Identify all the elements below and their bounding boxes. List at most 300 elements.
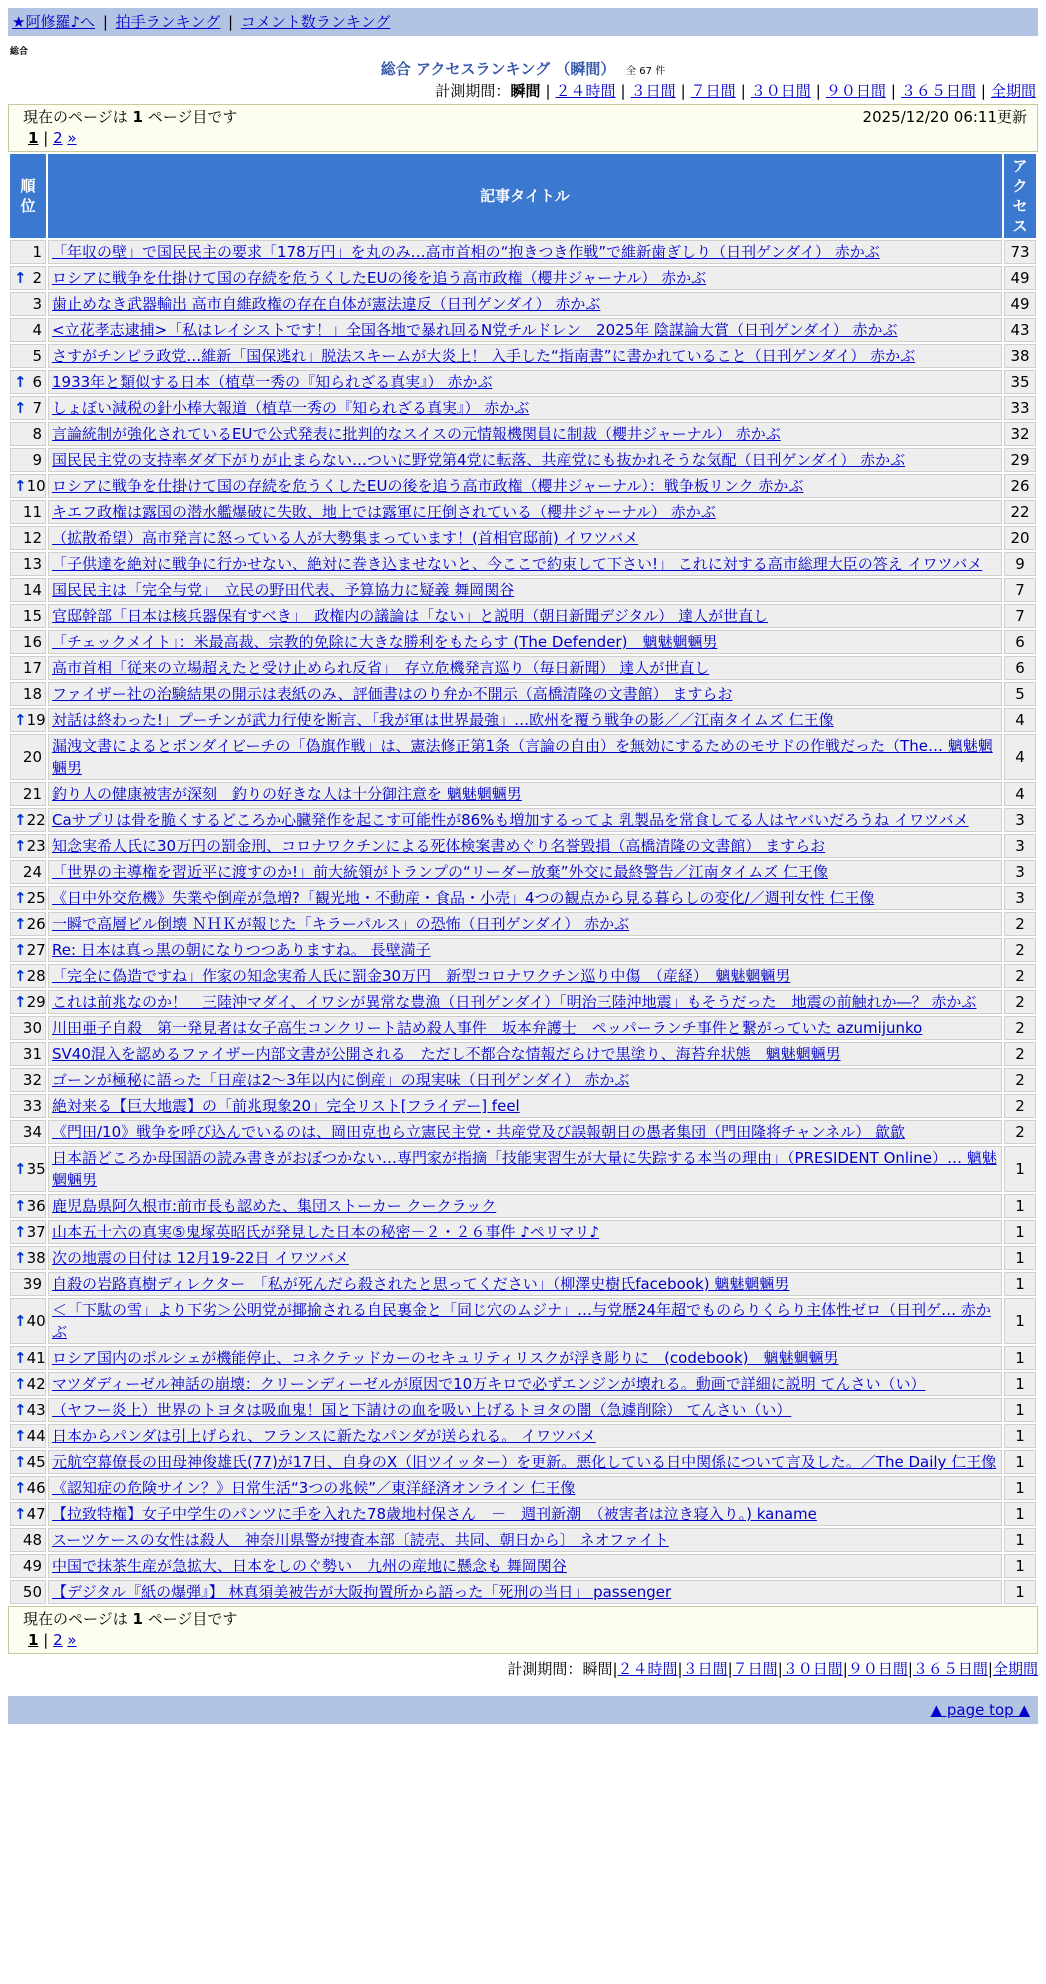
up-arrow-icon: ↑ [14,1349,27,1367]
rank-cell [10,500,46,524]
rank-number: 3 [32,295,42,313]
rank-number: 45 [26,1453,46,1471]
title-cell [48,474,1002,498]
up-arrow-icon: ↑ [14,1375,27,1393]
up-arrow-icon: ↑ [14,1453,27,1471]
rank-cell [10,1372,46,1396]
title-cell [48,552,1002,576]
up-arrow-icon: ↑ [14,811,27,829]
up-arrow-icon: ↑ [14,1197,27,1215]
table-row [10,1554,1036,1578]
rank-number: 37 [26,1223,46,1241]
rank-cell [10,240,46,264]
article-link[interactable]: 官邸幹部「日本は核兵器保有すべき」 政権内の議論は「ない」と説明（朝日新聞デジタル） 達人が世直し [52,607,769,625]
table-row [10,1346,1036,1370]
period-separator: | [980,82,986,100]
title-cell [48,630,1002,654]
up-arrow-icon: ↑ [14,399,27,417]
article-link[interactable]: ＜「下駄の雪」より下劣＞公明党が揶揄される自民裏金と「同じ穴のムジナ」…与党歴24年超でものらりくらり主体性ゼロ（日刊ゲ… 赤かぶ [52,1301,991,1341]
period-option[interactable]: ９０日間 [847,1660,908,1678]
article-link[interactable]: 言論統制が強化されているEUで公式発表に批判的なスイスの元情報機関員に制裁（櫻井ジャーナル） 赤かぶ [52,425,781,443]
up-arrow-icon: ↑ [14,915,27,933]
access-count: 3 [1004,808,1036,832]
title-cell [48,682,1002,706]
updated-timestamp: 2025/12/20 06:11更新 [862,108,1027,126]
article-link[interactable]: ロシアに戦争を仕掛けて国の存続を危うくしたEUの後を追う高市政権（櫻井ジャーナル）：戦争板リンク 赤かぶ [52,477,804,495]
table-row [10,1068,1036,1092]
table-row [10,1424,1036,1448]
rank-number: 46 [26,1479,46,1497]
page-info-panel-bottom [8,1606,1038,1654]
access-count: 4 [1004,782,1036,806]
period-separator: | [677,1660,683,1678]
title-cell [48,1042,1002,1066]
rank-number: 8 [32,425,42,443]
home-link[interactable]: ★阿修羅♪へ [12,13,96,31]
period-option[interactable]: ２４時間 [617,1660,678,1678]
period-option[interactable]: ２４時間 [555,82,616,100]
table-row [10,1372,1036,1396]
article-link[interactable]: ロシアに戦争を仕掛けて国の存続を危うくしたEUの後を追う高市政権（櫻井ジャーナル） 赤かぶ [52,269,707,287]
table-row [10,292,1036,316]
period-separator: | [815,82,821,100]
title-cell [48,1554,1002,1578]
table-row [10,990,1036,1014]
access-count: 38 [1004,344,1036,368]
table-row [10,422,1036,446]
period-separator: | [740,82,746,100]
title-cell [48,1220,1002,1244]
top-nav-bar [8,8,1038,36]
title-cell [48,886,1002,910]
rank-cell [10,1120,46,1144]
rank-number: 17 [22,659,42,677]
current-page-text: 現在のページは 1 ページ目です [23,1610,238,1628]
rank-number: 33 [22,1097,42,1115]
page-info-panel-top [8,104,1038,152]
table-row [10,500,1036,524]
access-count: 49 [1004,266,1036,290]
title-cell [48,708,1002,732]
rank-cell [10,1094,46,1118]
period-option[interactable]: ３０日間 [750,82,811,100]
article-link[interactable]: 一瞬で高層ビル倒壊 ＮＨＫが報じた「キラーパルス」の恐怖（日刊ゲンダイ） 赤かぶ [52,915,630,933]
access-count: 2 [1004,990,1036,1014]
page-title-row [8,58,1038,80]
access-count: 1 [1004,1220,1036,1244]
article-link[interactable]: 《認知症の危険サイン？》日常生活“3つの兆候”／東洋経済オンライン 仁王像 [52,1479,576,1497]
article-link[interactable]: さすがチンピラ政党…維新「国保逃れ」脱法スキームが大炎上！ 入手した“指南書”に書かれていること（日刊ゲンダイ） 赤かぶ [52,347,916,365]
rank-number: 13 [22,555,42,573]
up-arrow-icon: ↑ [14,373,27,391]
period-separator: | [727,1660,733,1678]
rank-number: 25 [26,889,46,907]
table-row [10,1120,1036,1144]
rank-number: 44 [26,1427,46,1445]
clap-ranking-link[interactable]: 拍手ランキング [115,13,221,31]
pager-page-2[interactable]: 2 [53,129,63,147]
rank-number: 39 [22,1275,42,1293]
access-count: 2 [1004,1042,1036,1066]
pager-page-1: 1 [28,129,39,147]
up-arrow-icon: ↑ [14,1505,27,1523]
table-row [10,1272,1036,1296]
rank-number: 2 [32,269,42,287]
table-row [10,396,1036,420]
rank-cell [10,886,46,910]
article-link[interactable]: 中国で抹茶生産が急拡大、日本をしのぐ勢い 九州の産地に懸念も 舞岡関谷 [52,1557,567,1575]
title-cell [48,834,1002,858]
article-link[interactable]: キエフ政権は露国の潜水艦爆破に失敗、地上では露軍に圧倒されている（櫻井ジャーナル） 赤かぶ [52,503,716,521]
access-count: 1 [1004,1372,1036,1396]
title-cell [48,1120,1002,1144]
title-cell [48,344,1002,368]
title-cell [48,964,1002,988]
access-count: 35 [1004,370,1036,394]
title-cell [48,500,1002,524]
rank-number: 4 [32,321,42,339]
access-count: 33 [1004,396,1036,420]
access-count: 1 [1004,1146,1036,1192]
table-row [10,782,1036,806]
rank-number: 27 [26,941,46,959]
access-count: 4 [1004,708,1036,732]
article-link[interactable]: 元航空幕僚長の田母神俊雄氏(77)が17日、自身のX（旧ツイッター）を更新。悪化している日中関係について言及した。／The Daily 仁王像 [52,1453,997,1471]
table-row [10,808,1036,832]
article-link[interactable]: 「子供達を絶対に戦争に行かせない、絶対に巻き込ませないと、今ここで約束して下さい!」 これに対する高市総理大臣の答え イワツバメ [52,555,983,573]
rank-number: 34 [22,1123,42,1141]
access-count: 6 [1004,656,1036,680]
rank-cell [10,964,46,988]
title-cell [48,1398,1002,1422]
pager-next[interactable]: » [67,129,77,147]
rank-cell [10,630,46,654]
rank-cell [10,370,46,394]
title-cell [48,1094,1002,1118]
period-option[interactable]: ３日間 [682,1660,728,1678]
up-arrow-icon: ↑ [14,993,27,1011]
page-title: 総合 アクセスランキング （瞬間） [380,60,616,78]
table-row [10,240,1036,264]
rank-cell [10,1580,46,1604]
article-link[interactable]: スーツケースの女性は殺人 神奈川県警が捜査本部〔読売、共同、朝日から〕 ネオファイト [52,1531,669,1549]
period-option[interactable]: ９０日間 [825,82,886,100]
article-link[interactable]: 「世界の主導権を習近平に渡すのか!」前大統領がトランプの“リーダー放棄”外交に最終警告／江南タイムズ 仁王像 [52,863,829,881]
access-count: 3 [1004,886,1036,910]
rank-number: 14 [22,581,42,599]
access-count: 2 [1004,1094,1036,1118]
article-link[interactable]: 1933年と類似する日本（植草一秀の『知られざる真実』） 赤かぶ [52,373,493,391]
up-arrow-icon: ↑ [14,967,27,985]
article-link[interactable]: 日本からパンダは引上げられ、フランスに新たなパンダが送られる。 イワツバメ [52,1427,596,1445]
rank-cell [10,1554,46,1578]
rank-cell [10,604,46,628]
current-page-text: 現在のページは 1 ページ目です [23,108,238,126]
title-cell [48,1424,1002,1448]
up-arrow-icon: ↑ [14,1312,27,1330]
title-cell [48,604,1002,628]
table-row [10,266,1036,290]
rank-cell [10,1272,46,1296]
title-cell [48,656,1002,680]
access-count: 22 [1004,500,1036,524]
period-option: 瞬間 [582,1660,613,1678]
table-row [10,1146,1036,1192]
rank-number: 19 [26,711,46,729]
period-option[interactable]: ３６５日間 [912,1660,988,1678]
period-label: 計測期間： [435,82,511,100]
access-count: 2 [1004,1016,1036,1040]
up-arrow-icon: ↑ [14,837,27,855]
article-link[interactable]: 山本五十六の真実⑤鬼塚英昭氏が発見した日本の秘密－２・２６事件 ♪ペリマリ♪ [52,1223,600,1241]
title-cell [48,1246,1002,1270]
access-count: 9 [1004,552,1036,576]
pager-page-2[interactable]: 2 [53,1631,63,1649]
period-selector-bottom [8,1658,1038,1682]
rank-number: 49 [22,1557,42,1575]
period-separator: | [612,1660,618,1678]
rank-number: 48 [22,1531,42,1549]
access-count: 26 [1004,474,1036,498]
pager-page-1: 1 [28,1631,39,1649]
rank-number: 42 [26,1375,46,1393]
table-row [10,370,1036,394]
rank-number: 15 [22,607,42,625]
title-cell [48,808,1002,832]
table-row [10,834,1036,858]
up-arrow-icon: ↑ [14,269,27,287]
title-cell [48,1016,1002,1040]
period-option[interactable]: ７日間 [732,1660,778,1678]
title-cell [48,578,1002,602]
title-cell [48,860,1002,884]
title-cell [48,782,1002,806]
table-row [10,1094,1036,1118]
article-link[interactable]: 絶対来る【巨大地震】の「前兆現象20」完全リスト[フライデー] feel [52,1097,520,1115]
rank-cell [10,552,46,576]
rank-cell [10,318,46,342]
pager-separator: | [43,129,49,147]
title-cell [48,370,1002,394]
rank-cell [10,860,46,884]
title-cell [48,396,1002,420]
rank-number: 9 [32,451,42,469]
article-link[interactable]: （拡散希望）高市発言に怒っている人が大勢集まっています！(首相官邸前) イワツバメ [52,529,639,547]
access-count: 1 [1004,1554,1036,1578]
rank-cell [10,1424,46,1448]
rank-number: 35 [26,1160,46,1178]
access-count: 20 [1004,526,1036,550]
article-link[interactable]: （ヤフー炎上）世界のトヨタは吸血鬼！国と下請けの血を吸い上げるトヨタの闇（急遽削除） てんさい（い） [52,1401,792,1419]
period-separator: | [907,1660,913,1678]
article-link[interactable]: 高市首相「従来の立場超えたと受け止められ反省」 存立危機発言巡り（毎日新聞） 達人が世直し [52,659,710,677]
table-row [10,526,1036,550]
title-cell [48,318,1002,342]
article-link[interactable]: 《門田/10》戦争を呼び込んでいるのは、岡田克也ら立憲民主党・共産党及び誤報朝日の愚者集団（門田隆将チャンネル） 歙歙 [52,1123,906,1141]
access-count: 49 [1004,292,1036,316]
rank-cell [10,834,46,858]
article-link[interactable]: Re: 日本は真っ黒の朝になりつつありますね。 長壁満子 [52,941,431,959]
title-cell [48,1580,1002,1604]
up-arrow-icon: ↑ [14,1401,27,1419]
table-row [10,344,1036,368]
title-cell [48,240,1002,264]
rank-number: 47 [26,1505,46,1523]
pager [23,1630,1027,1651]
article-link[interactable]: SV40混入を認めるファイザー内部文書が公開される ただし不都合な情報だらけで黒塗り、海苔弁状態 魑魅魍魎男 [52,1045,841,1063]
access-count: 4 [1004,734,1036,780]
up-arrow-icon: ↑ [14,477,27,495]
rank-number: 1 [32,243,42,261]
article-link[interactable]: 釣り人の健康被害が深刻 釣りの好きな人は十分御注意を 魑魅魍魎男 [52,785,522,803]
rank-number: 28 [26,967,46,985]
article-link[interactable]: 自殺の岩路真樹ディレクター 「私が死んだら殺されたと思ってください」（柳澤史樹氏facebook) 魑魅魍魎男 [52,1275,790,1293]
up-arrow-icon: ↑ [14,1479,27,1497]
article-link[interactable]: ファイザー社の治験結果の開示は表紙のみ、評価書はのり弁か不開示（高橋清隆の文書館） ますらお [52,685,733,703]
access-count: 7 [1004,578,1036,602]
title-cell [48,938,1002,962]
table-row [10,734,1036,780]
period-separator: | [545,82,551,100]
rank-number: 40 [26,1312,46,1330]
rank-cell [10,1346,46,1370]
title-cell [48,422,1002,446]
article-link[interactable]: 《日中外交危機》失業や倒産が急増?「観光地・不動産・食品・小売」4つの観点から見る暮らしの変化/／週刊女性 仁王像 [52,889,875,907]
rank-number: 11 [22,503,42,521]
rank-number: 24 [22,863,42,881]
article-link[interactable]: 「年収の壁」で国民民主の要求「178万円」を丸のみ…高市首相の“抱きつき作戦”で維新歯ぎしり（日刊ゲンダイ） 赤かぶ [52,243,880,261]
period-option[interactable]: ３６５日間 [900,82,976,100]
period-option[interactable]: 全期間 [992,1660,1038,1678]
rank-cell [10,938,46,962]
article-link[interactable]: しょぼい減税の針小棒大報道（植草一秀の『知られざる真実』） 赤かぶ [52,399,530,417]
article-link[interactable]: 対話は終わった!」プーチンが武力行使を断言、「我が軍は世界最強」…欧州を覆う戦争の影／／江南タイムズ 仁王像 [52,711,834,729]
rank-number: 31 [22,1045,42,1063]
table-row [10,1016,1036,1040]
article-link[interactable]: マツダディーゼル神話の崩壊：クリーンディーゼルが原因で10万キロで必ずエンジンが壊れる。動画で詳細に説明 てんさい（い） [52,1375,926,1393]
table-row [10,656,1036,680]
rank-cell [10,682,46,706]
rank-cell [10,474,46,498]
up-arrow-icon: ↑ [14,1427,27,1445]
page-top-link[interactable]: ▲ page top ▲ [930,1701,1030,1719]
rank-number: 5 [32,347,42,365]
article-link[interactable]: これは前兆なのか！ 三陸沖マダイ、イワシが異常な豊漁（日刊ゲンダイ）「明治三陸沖地震」もそうだった 地震の前触れか―？ 赤かぶ [52,993,977,1011]
rank-cell [10,1476,46,1500]
article-link[interactable]: 鹿児島県阿久根市:前市長も認めた、集団ストーカー クークラック [52,1197,497,1215]
up-arrow-icon: ↑ [14,941,27,959]
table-row [10,938,1036,962]
article-link[interactable]: 歯止めなき武器輸出 高市自維政権の存在自体が憲法違反（日刊ゲンダイ） 赤かぶ [52,295,601,313]
article-link[interactable]: 【拉致特権】女子中学生のパンツに手を入れた78歳地村保さん － 週刊新潮 （被害者は泣き寝入り。) kaname [52,1505,817,1523]
access-count: 1 [1004,1298,1036,1344]
table-row [10,1220,1036,1244]
period-separator: | [680,82,686,100]
access-count: 6 [1004,630,1036,654]
rank-cell [10,708,46,732]
title-cell [48,1298,1002,1344]
rank-number: 36 [26,1197,46,1215]
article-link[interactable]: 知念実希人氏に30万円の罰金刑、コロナワクチンによる死体検案書めぐり名誉毀損（高橋清隆の文書館） ますらお [52,837,826,855]
rank-number: 50 [22,1583,42,1601]
article-link[interactable]: 国民民主党の支持率ダダ下がりが止まらない…ついに野党第4党に転落、共産党にも抜かれそうな気配（日刊ゲンダイ） 赤かぶ [52,451,906,469]
article-link[interactable]: <立花孝志逮捕>「私はレイシストです！」全国各地で暴れ回るN党チルドレン 2025年 陰謀論大賞（日刊ゲンダイ） 赤かぶ [52,321,898,339]
title-cell [48,1146,1002,1192]
up-arrow-icon: ↑ [14,711,27,729]
article-link[interactable]: 川田亜子自殺 第一発見者は女子高生コンクリート詰め殺人事件 坂本弁護士 ペッパーランチ事件と繋がっていた azumijunko [52,1019,923,1037]
table-row [10,964,1036,988]
title-cell [48,990,1002,1014]
article-link[interactable]: ゴーンが極秘に語った「日産は2～3年以内に倒産」の現実味（日刊ゲンダイ） 赤かぶ [52,1071,630,1089]
period-option[interactable]: 全期間 [990,82,1036,100]
table-row [10,1528,1036,1552]
period-option[interactable]: ３０日間 [782,1660,843,1678]
article-link[interactable]: 日本語どころか母国語の読み書きがおぼつかない…専門家が指摘「技能実習生が大量に失踪する本当の理由」（PRESIDENT Online）… 魑魅魍魎男 [52,1149,997,1189]
title-cell [48,1476,1002,1500]
rank-number: 6 [32,373,42,391]
table-row [10,860,1036,884]
access-count: 2 [1004,912,1036,936]
table-row [10,318,1036,342]
ranking-table [8,152,1038,1606]
period-separator: | [620,82,626,100]
access-count: 73 [1004,240,1036,264]
table-row [10,604,1036,628]
table-row [10,474,1036,498]
rank-cell [10,292,46,316]
article-link[interactable]: ロシア国内のポルシェが機能停止、コネクテッドカーのセキュリティリスクが浮き彫りに (codebook) 魑魅魍魎男 [52,1349,839,1367]
period-option[interactable]: ７日間 [690,82,736,100]
rank-number: 43 [26,1401,46,1419]
article-link[interactable]: 漏洩文書によるとボンダイビーチの「偽旗作戦」は、憲法修正第1条（言論の自由）を無効にするためのモサドの作戦だった（The… 魑魅魍魎男 [52,737,993,777]
rank-number: 38 [26,1249,46,1267]
rank-number: 18 [22,685,42,703]
title-cell [48,292,1002,316]
table-row [10,448,1036,472]
rank-number: 30 [22,1019,42,1037]
rank-cell [10,1528,46,1552]
rank-number: 20 [22,748,42,766]
nav-separator: | [228,13,234,31]
article-link[interactable]: 【デジタル『紙の爆弾』】 林真須美被告が大阪拘置所から語った「死刑の当日」 passenger [52,1583,672,1601]
rank-cell [10,422,46,446]
article-link[interactable]: 次の地震の日付は 12月19-22日 イワツバメ [52,1249,349,1267]
article-link[interactable]: 「完全に偽造ですね」作家の知念実希人氏に罰金30万円 新型コロナワクチン巡り中傷 （産経） 魑魅魍魎男 [52,967,791,985]
article-link[interactable]: 国民民主は「完全与党」 立民の野田代表、予算協力に疑義 舞岡関谷 [52,581,515,599]
article-link[interactable]: Caサプリは骨を脆くするどころか心臓発作を起こす可能性が86%も増加するってよ 乳製品を常食してる人はヤバいだろうね イワツバメ [52,811,969,829]
period-separator: | [987,1660,993,1678]
pager-next[interactable]: » [67,1631,77,1649]
rank-cell [10,526,46,550]
rank-cell [10,448,46,472]
title-cell [48,1502,1002,1526]
rank-cell [10,990,46,1014]
rank-cell [10,1042,46,1066]
access-count: 1 [1004,1424,1036,1448]
rank-cell [10,912,46,936]
rank-cell [10,1068,46,1092]
access-count: 1 [1004,1502,1036,1526]
table-row [10,1298,1036,1344]
up-arrow-icon: ↑ [14,889,27,907]
access-count: 32 [1004,422,1036,446]
comment-ranking-link[interactable]: コメント数ランキング [240,13,391,31]
rank-cell [10,266,46,290]
article-link[interactable]: 「チェックメイト」：米最高裁、宗教的免除に大きな勝利をもたらす (The Defender) 魑魅魍魎男 [52,633,718,651]
table-row [10,682,1036,706]
period-option[interactable]: ３日間 [630,82,676,100]
rank-cell [10,1450,46,1474]
